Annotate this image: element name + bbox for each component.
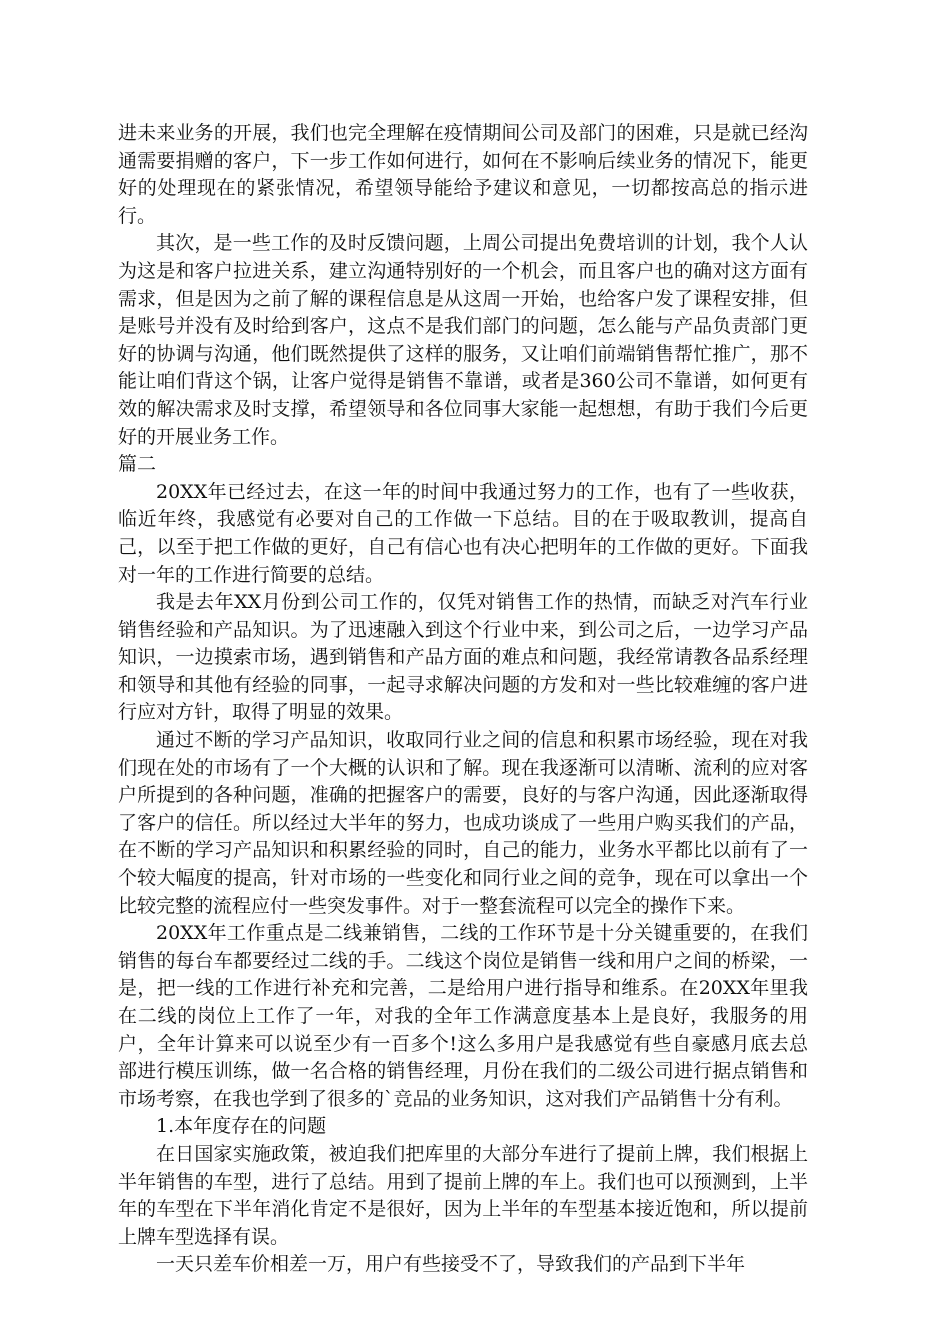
document-page [118, 120, 808, 1279]
paragraph-7: 在日国家实施政策，被迫我们把库里的大部分车进行了提前上牌，我们根据上半年销售的车型，进行了总结。用到了提前上牌的车上。我们也可以预测到，上半年的车型在下半年消化肯定不是很好，因为上半年的车型基本接近饱和，所以提前上牌车型选择有误。 [118, 1142, 808, 1248]
paragraph-8: 一天只差车价相差一万，用户有些接受不了，导致我们的产品到下半年 [156, 1253, 746, 1276]
section-heading: 篇二 [118, 453, 157, 476]
subheading-problems: 1.本年度存在的问题 [156, 1115, 327, 1138]
paragraph-2: 其次，是一些工作的及时反馈问题，上周公司提出免费培训的计划，我个人认为这是和客户拉进关系，建立沟通特别好的一个机会，而且客户也的确对这方面有需求，但是因为之前了解的课程信息是从这周一开始，也给客户发了课程安排，但是账号并没有及时给到客户，这点不是我们部门的问题，怎么能与产品负责部门更好的协调与沟通，他们既然提供了这样的服务，又让咱们前端销售帮忙推广，那不能让咱们背这个锅，让客户觉得是销售不靠谱，或者是360公司不靠谱，如何更有效的解决需求及时支撑，希望领导和各位同事大家能一起想想，有助于我们今后更好的开展业务工作。 [118, 232, 808, 448]
paragraph-4: 我是去年XX月份到公司工作的，仅凭对销售工作的热情，而缺乏对汽车行业销售经验和产品知识。为了迅速融入到这个行业中来，到公司之后，一边学习产品知识，一边摸索市场，遇到销售和产品方面的难点和问题，我经常请教各品系经理和领导和其他有经验的同事，一起寻求解决问题的方发和对一些比较难缠的客户进行应对方针，取得了明显的效果。 [118, 591, 808, 724]
paragraph-1: 进未来业务的开展，我们也完全理解在疫情期间公司及部门的困难，只是就已经沟通需要捐赠的客户，下一步工作如何进行，如何在不影响后续业务的情况下，能更好的处理现在的紧张情况，希望领导能给予建议和意见，一切都按高总的指示进行。 [118, 122, 808, 227]
paragraph-5: 通过不断的学习产品知识，收取同行业之间的信息和积累市场经验，现在对我们现在处的市场有了一个大概的认识和了解。现在我逐渐可以清晰、流利的应对客户所提到的各种问题，准确的把握客户的需要，良好的与客户沟通，因此逐渐取得了客户的信任。所以经过大半年的努力，也成功谈成了一些用户购买我们的产品，在不断的学习产品知识和积累经验的同时，自己的能力，业务水平都比以前有了一个较大幅度的提高，针对市场的一些变化和同行业之间的竞争，现在可以拿出一个比较完整的流程应付一些突发事件。对于一整套流程可以完全的操作下来。 [118, 729, 808, 917]
paragraph-6: 20XX年工作重点是二线兼销售，二线的工作环节是十分关键重要的，在我们销售的每台车都要经过二线的手。二线这个岗位是销售一线和用户之间的桥梁，一是，把一线的工作进行补充和完善，二是给用户进行指导和维系。在20XX年里我在二线的岗位上工作了一年，对我的全年工作满意度基本上是良好，我服务的用户，全年计算来可以说至少有一百多个!这么多用户是我感觉有些自豪感月底去总部进行模压训练，做一名合格的销售经理，月份在我们的二级公司进行据点销售和市场考察，在我也学到了很多的`竞品的业务知识，这对我们产品销售十分有利。 [118, 922, 808, 1110]
paragraph-3: 20XX年已经过去，在这一年的时间中我通过努力的工作，也有了一些收获，临近年终，我感觉有必要对自己的工作做一下总结。目的在于吸取教训，提高自己，以至于把工作做的更好，自己有信心也有决心把明年的工作做的更好。下面我对一年的工作进行简要的总结。 [118, 480, 808, 586]
